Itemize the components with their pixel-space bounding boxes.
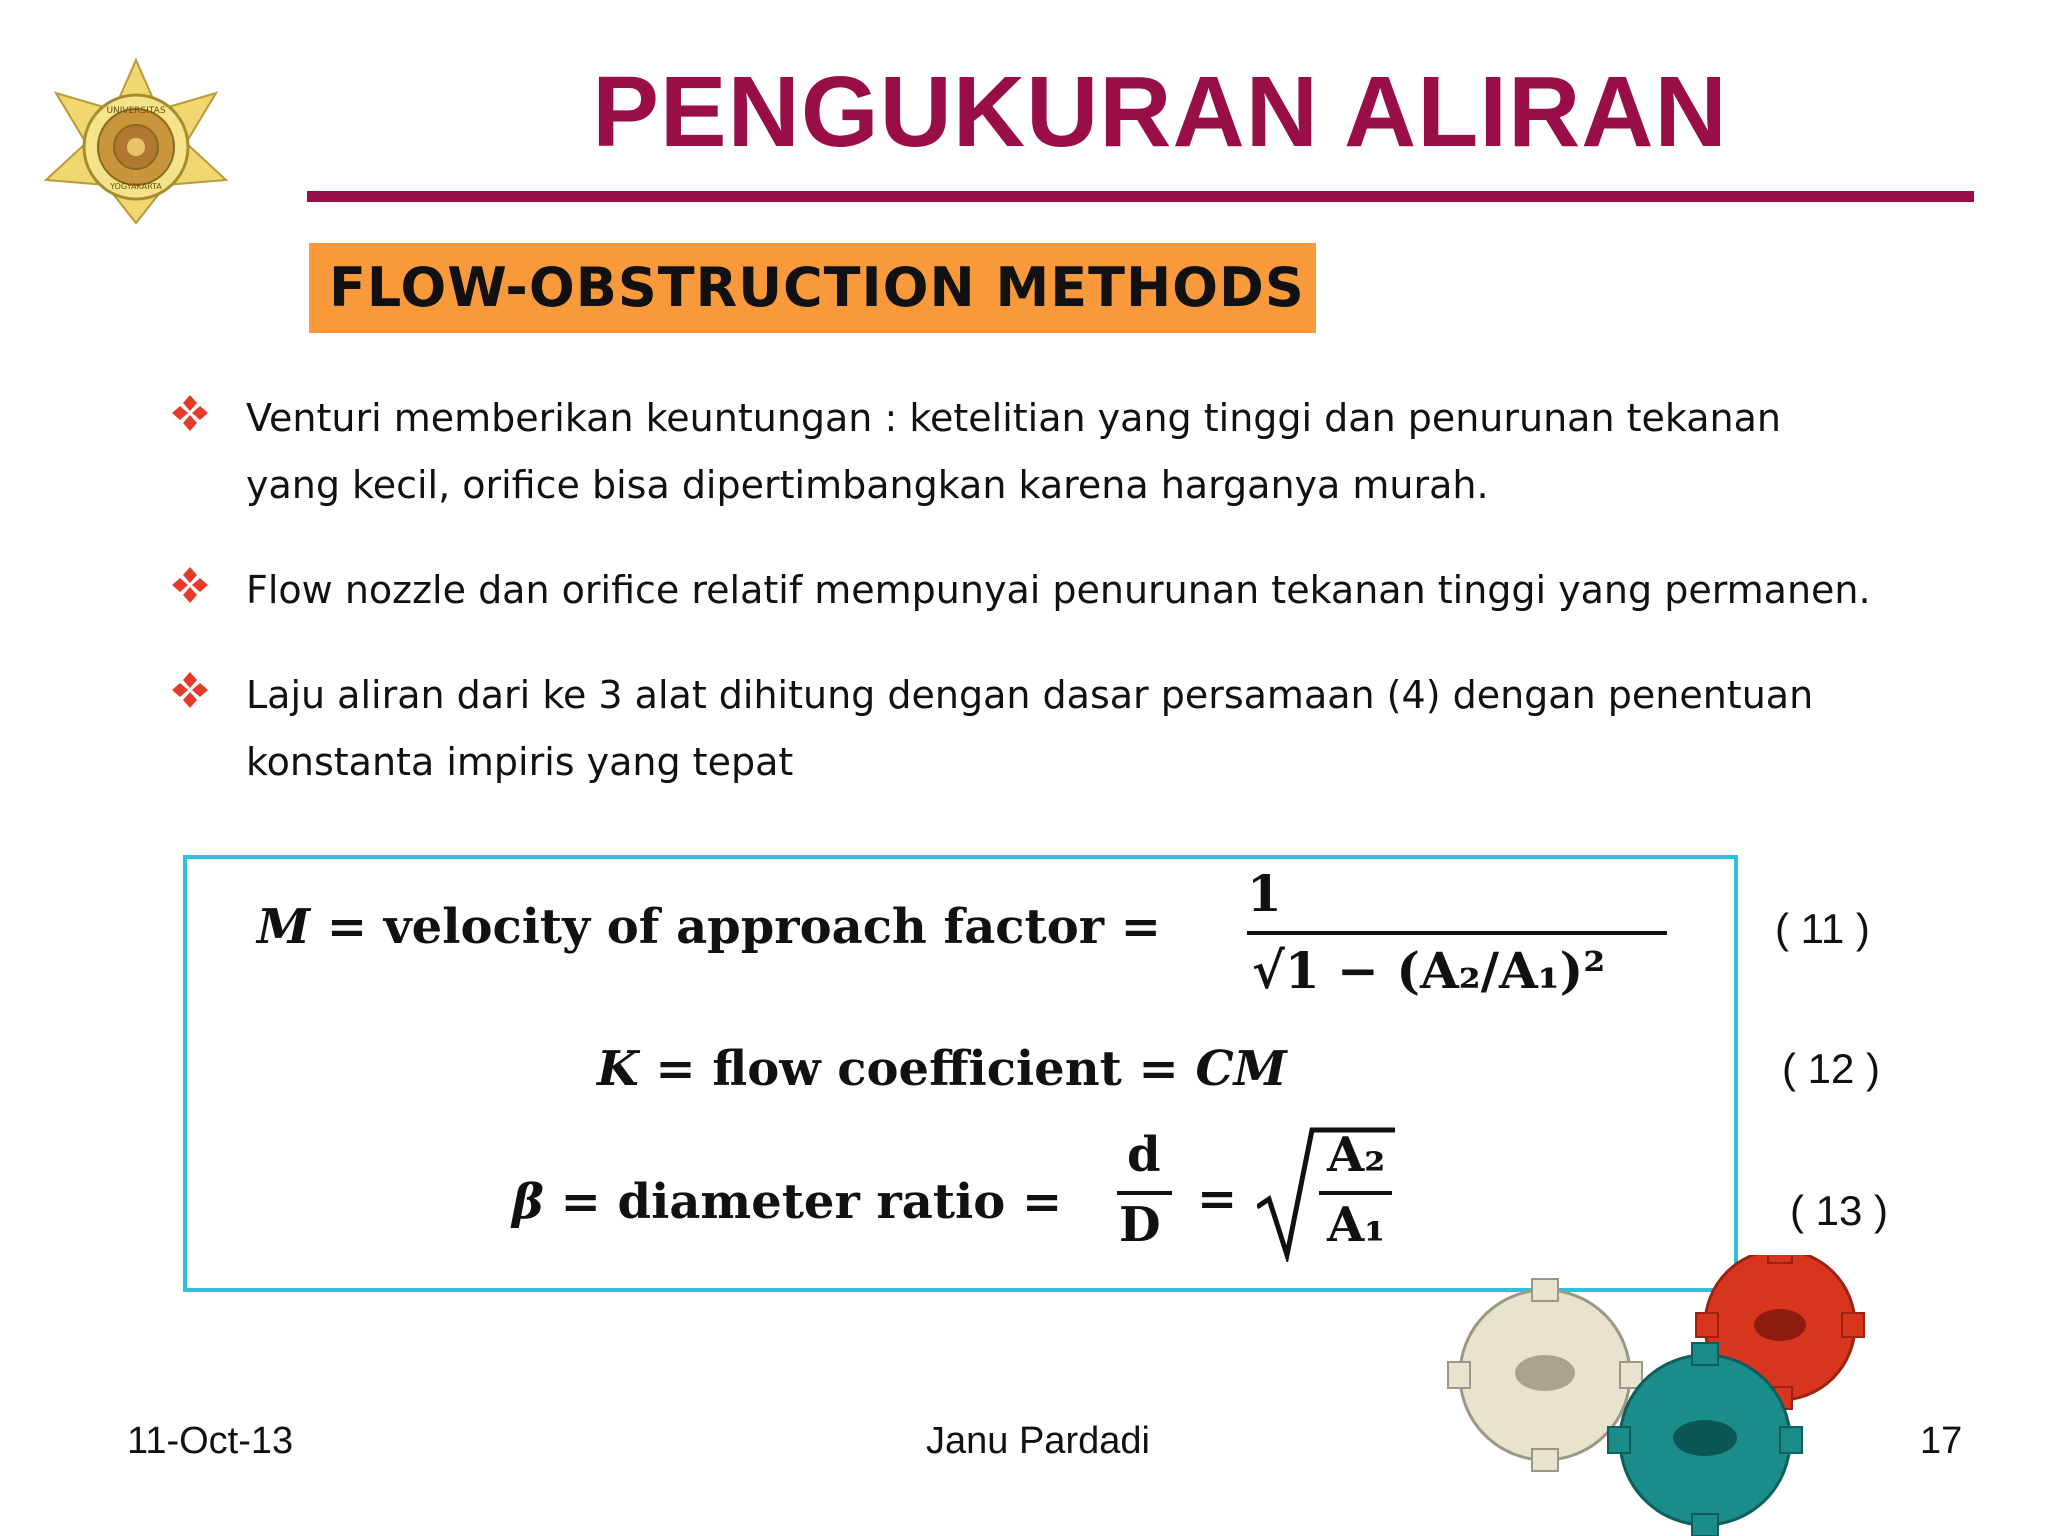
bullet-text-line: Flow nozzle dan orifice relatif mempunyai penurunan tekanan tinggi yang permanen. [246, 568, 1871, 612]
eq13-frac-denominator: D [1119, 1197, 1161, 1253]
eq11-numerator: 1 [1247, 864, 1282, 923]
footer-date: 11-Oct-13 [127, 1420, 294, 1462]
logo-text-top: UNIVERSITAS [106, 106, 166, 116]
bullet-item [170, 557, 1930, 624]
section-heading: FLOW-OBSTRUCTION METHODS [309, 243, 1316, 333]
bullet-text-line: Venturi memberikan keuntungan : ketelitian yang tinggi dan penurunan tekanan [246, 396, 1781, 440]
eq11-fraction-bar [1247, 931, 1667, 935]
bullet-text-line: konstanta impiris yang tepat [246, 740, 794, 784]
eq13-sqrt-denominator: A₁ [1327, 1197, 1386, 1253]
eq-rhs: CM [1195, 1041, 1287, 1097]
gears-illustration [1440, 1255, 1910, 1536]
equation-number-11: ( 11 ) [1775, 905, 1870, 952]
university-logo [36, 55, 236, 225]
page-number: 17 [1920, 1420, 1963, 1462]
eq11-denominator: √1 − (A₂/A₁)² [1252, 941, 1606, 1000]
footer-author: Janu Pardadi [926, 1420, 1150, 1462]
equation-13 [512, 1174, 1062, 1230]
bullet-text-line: yang kecil, orifice bisa dipertimbangkan karena harganya murah. [246, 463, 1489, 507]
eq13-equals: = [1197, 1171, 1238, 1227]
eq13-fraction-bar [1117, 1191, 1172, 1195]
page-title: PENGUKURAN ALIRAN [592, 56, 1728, 168]
eq-text: = flow coefficient = [638, 1041, 1196, 1097]
equation-11 [257, 899, 1161, 955]
bullet-list [170, 385, 1930, 834]
equation-12 [597, 1041, 1287, 1097]
diamond-bullet-icon [170, 670, 210, 710]
eq-text: = velocity of approach factor = [310, 899, 1161, 955]
title-divider [307, 191, 1974, 202]
bullet-text-line: Laju aliran dari ke 3 alat dihitung dengan dasar persamaan (4) dengan penentuan [246, 673, 1814, 717]
diamond-bullet-icon [170, 393, 210, 433]
bullet-item [170, 662, 1930, 796]
formula-box [183, 855, 1738, 1292]
eq-lhs: β [512, 1174, 544, 1230]
bullet-item [170, 385, 1930, 519]
equation-number-13: ( 13 ) [1790, 1187, 1889, 1234]
logo-text-bottom: YOGYAKARTA [110, 182, 162, 191]
eq13-sqrt-numerator: A₂ [1327, 1127, 1386, 1183]
diamond-bullet-icon [170, 565, 210, 605]
eq-lhs: K [597, 1041, 639, 1097]
eq13-frac-numerator: d [1127, 1127, 1161, 1183]
eq-lhs: M [257, 899, 311, 955]
equation-number-12: ( 12 ) [1782, 1045, 1881, 1092]
eq-text: = diameter ratio = [543, 1174, 1063, 1230]
